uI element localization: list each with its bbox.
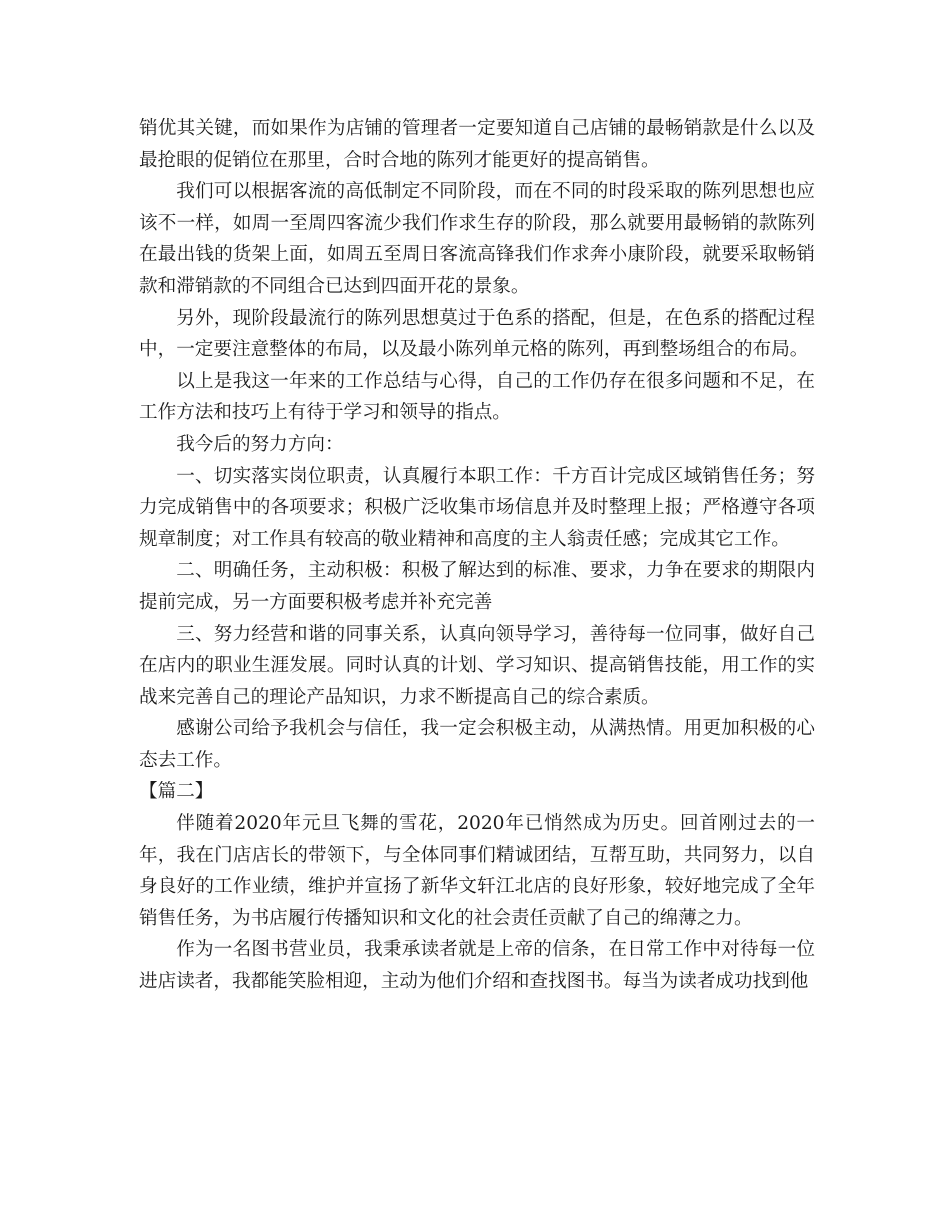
paragraph: 感谢公司给予我机会与信任，我一定会积极主动，从满热情。用更加积极的心态去工作。 bbox=[139, 718, 815, 771]
paragraph: 我们可以根据客流的高低制定不同阶段，而在不同的时段采取的陈列思想也应该不一样，如周一至周四客流少我们作求生存的阶段，那么就要用最畅销的款陈列在最出钱的货架上面，如周五至周日客流高锋我们作求奔小康阶段，就要采取畅销款和滞销款的不同组合已达到四面开花的景象。 bbox=[139, 181, 815, 297]
paragraph: 另外，现阶段最流行的陈列思想莫过于色系的搭配，但是，在色系的搭配过程中，一定要注意整体的布局，以及最小陈列单元格的陈列，再到整场组合的布局。 bbox=[139, 307, 815, 361]
paragraph-continuation: 销优其关键，而如果作为店铺的管理者一定要知道自己店铺的最畅销款是什么以及最抢眼的促销位在那里，合时合地的陈列才能更好的提高销售。 bbox=[139, 118, 815, 171]
paragraph: 以上是我这一年来的工作总结与心得，自己的工作仍存在很多问题和不足，在工作方法和技巧上有待于学习和领导的指点。 bbox=[139, 370, 815, 424]
paragraph: 我今后的努力方向： bbox=[176, 433, 344, 455]
list-item: 二、明确任务，主动积极：积极了解达到的标准、要求，力争在要求的期限内提前完成，另一方面要积极考虑并补充完善 bbox=[139, 560, 815, 613]
section-heading: 【篇二】 bbox=[139, 781, 214, 803]
document-body bbox=[139, 113, 815, 998]
list-item: 一、切实落实岗位职责，认真履行本职工作：千方百计完成区域销售任务；努力完成销售中的各项要求；积极广泛收集市场信息并及时整理上报；严格遵守各项规章制度；对工作具有较高的敬业精神和高度的主人翁责任感；完成其它工作。 bbox=[139, 465, 815, 550]
list-item: 三、努力经营和谐的同事关系，认真向领导学习，善待每一位同事，做好自己在店内的职业生涯发展。同时认真的计划、学习知识、提高销售技能，用工作的实战来完善自己的理论产品知识，力求不断提高自己的综合素质。 bbox=[139, 623, 815, 708]
paragraph: 作为一名图书营业员，我秉承读者就是上帝的信条，在日常工作中对待每一位进店读者，我都能笑脸相迎，主动为他们介绍和查找图书。每当为读者成功找到他 bbox=[139, 939, 815, 993]
paragraph: 伴随着2020年元旦飞舞的雪花，2020年已悄然成为历史。回首刚过去的一年，我在门店店长的带领下，与全体同事们精诚团结，互帮互助，共同努力，以自身良好的工作业绩，维护并宣扬了新华文轩江北店的良好形象，较好地完成了全年销售任务，为书店履行传播知识和文化的社会责任贡献了自己的绵薄之力。 bbox=[139, 813, 815, 929]
